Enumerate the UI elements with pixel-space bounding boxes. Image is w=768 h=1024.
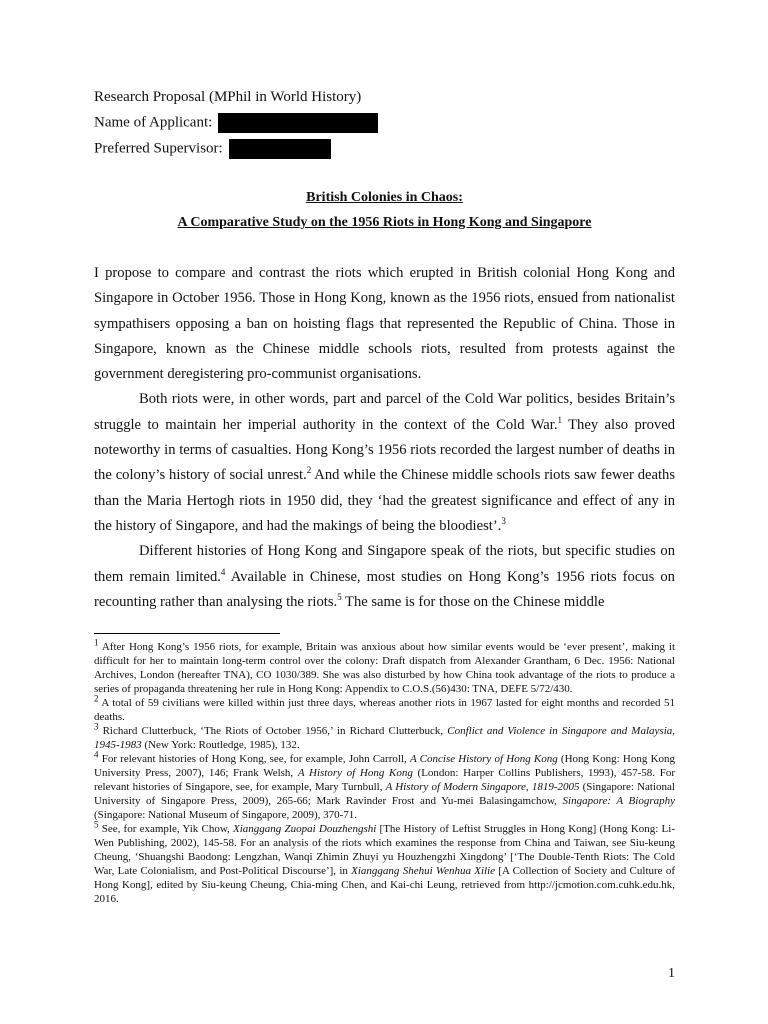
footnote-4-text-a: For relevant histories of Hong Kong, see, for example, John Carroll, — [98, 753, 410, 765]
footnote-ref-3[interactable]: 3 — [501, 516, 506, 527]
footnote-ref-4[interactable]: 4 — [220, 566, 226, 577]
paragraph-3-part-1: Different histories of Hong Kong and Singapore speak of the riots, but specific studies on them remain limited. — [94, 543, 675, 585]
footnote-4-text-e: (Singapore: National Museum of Singapore, 2009), 370-71. — [94, 809, 358, 821]
footnote-2-text: A total of 59 civilians were killed within just three days, whereas another riots in 1967 lasted for eight months and recorded 51 deaths. — [94, 697, 675, 723]
paragraph-3-part-3: The same is for those on the Chinese middle — [341, 593, 605, 610]
paragraph-3 — [94, 539, 675, 615]
footnote-3-book-title: Conflict and Violence in Singapore and Malaysia, 1945-1983 — [94, 725, 675, 751]
page-number: 1 — [668, 966, 675, 981]
footnote-mark-4: 4 — [94, 749, 99, 760]
footnote-divider — [94, 633, 280, 634]
footnote-2 — [94, 693, 675, 724]
footnote-4-book-title-2: A History of Hong Kong — [297, 767, 413, 779]
footnote-4-book-title-4: Singapore: A Biography — [562, 795, 675, 807]
footnote-mark-2: 2 — [94, 693, 99, 704]
footnote-mark-3: 3 — [94, 721, 99, 732]
footnote-ref-5[interactable]: 5 — [337, 592, 342, 602]
footnote-4-book-title-1: A Concise History of Hong Kong — [409, 753, 558, 765]
footnote-mark-1: 1 — [94, 637, 99, 648]
supervisor-line — [94, 139, 331, 159]
footnote-5-book-title-2: Xianggang Shehui Wenhua Xilie — [351, 865, 496, 877]
footnote-5-book-title-1: Xianggang Zuopai Douzhengshi — [233, 823, 377, 835]
footnote-4 — [94, 749, 676, 822]
footnote-5-text-c: [A Collection of Society and Culture of Hong Kong], edited by Siu-keung Cheung, Chia-ming Chen, and Kai-chi Leung, retrieved from http://jcmotion.com.cuhk.edu.hk, 2016. — [94, 865, 675, 905]
body-text — [94, 261, 675, 615]
proposal-type-text: Research Proposal (MPhil in World History) — [94, 89, 362, 105]
paragraph-2-part-2: They also proved noteworthy in terms of casualties. Hong Kong’s 1956 riots recorded the largest number of deaths in the colony’s history of social unrest. — [94, 416, 676, 484]
footnote-4-book-title-3: A History of Modern Singapore, 1819-2005 — [385, 781, 580, 793]
footnote-3-text-a: Richard Clutterbuck, ‘The Riots of October 1956,’ in Richard Clutterbuck, — [98, 725, 448, 737]
title-line-2: A Comparative Study on the 1956 Riots in Hong Kong and Singapore — [177, 215, 592, 230]
footnote-5-text-b: [The History of Leftist Struggles in Hong Kong] (Hong Kong: Li-Wen Publishing, 2002), 145-58. For an analysis of the riots which examines the response from China and Taiwan, see Siu-keung Cheung, ‘Shuangshi Baodong: Lengzhan, Wanqi Zhimin Zhuyi yu Houzhengzhi Xingdong’ [‘The Double-Tenth Riots: The Cold War, Late Colonialism, and Post-Political Discourse’], in — [94, 823, 675, 877]
title-line-1: British Colonies in Chaos: — [306, 190, 463, 205]
applicant-line — [94, 113, 378, 133]
footnote-ref-1[interactable]: 1 — [557, 414, 562, 425]
redacted-applicant-name — [218, 113, 378, 133]
supervisor-label: Preferred Supervisor: — [94, 140, 223, 157]
footnote-4-text-b: (Hong Kong: Hong Kong University Press, 2007), 146; Frank Welsh, — [94, 753, 676, 779]
redacted-supervisor-name — [229, 139, 331, 159]
footnotes — [94, 637, 676, 906]
paragraph-3-part-2: Available in Chinese, most studies on Hong Kong’s 1956 riots focus on recounting rather than analysing the riots. — [94, 568, 675, 610]
footnote-1 — [94, 637, 675, 696]
footnote-mark-5: 5 — [94, 819, 99, 830]
proposal-type — [94, 88, 361, 106]
footnote-3 — [94, 721, 675, 752]
paragraph-1: I propose to compare and contrast the riots which erupted in British colonial Hong Kong and Singapore in October 1956. Those in Hong Kong, known as the 1956 riots, ensued from nationalist sympathisers opposing a ban on hoisting flags that represented the Republic of China. Those in Singapore, known as the Chinese middle schools riots, resulted from protests against the government deregistering pro-communist organisations. — [94, 265, 675, 383]
footnote-3-text-b: (New York: Routledge, 1985), 132. — [141, 739, 300, 751]
footnote-4-text-d: (Singapore: National University of Singapore Press, 2009), 265-66; Mark Ravinder Frost and Yu-mei Balasingamchow, — [94, 781, 675, 807]
applicant-label: Name of Applicant: — [94, 114, 213, 131]
footnote-1-text: After Hong Kong’s 1956 riots, for example, Britain was anxious about how similar events would be ‘ever present’, making it difficult for her to maintain long-term control over the colony: Draft dispatch from Alexander Grantham, 6 Dec. 1956: National Archives, London (hereafter TNA), CO 1030/389. She was also disturbed by how China took advantage of the riots to produce a series of propaganda threatening her rule in Hong Kong: Appendix to C.O.S.(56)430: TNA, DEFE 5/72/430. — [94, 641, 675, 695]
paragraph-2 — [94, 387, 675, 539]
footnote-ref-2[interactable]: 2 — [306, 465, 312, 476]
footnote-4-text-c: (London: Harper Collins Publishers, 1993), 457-58. For relevant histories of Singapore, see, for example, Mary Turnbull, — [94, 767, 675, 793]
footnote-5 — [94, 819, 675, 906]
paragraph-2-part-1: Both riots were, in other words, part and parcel of the Cold War politics, besides Britain’s struggle to maintain her imperial authority in the context of the Cold War. — [94, 391, 675, 433]
footnote-5-text-a: See, for example, Yik Chow, — [98, 823, 234, 835]
paragraph-2-part-3: And while the Chinese middle schools riots saw fewer deaths than the Maria Hertogh riots in 1950 did, they ‘had the greatest significance and effect of any in the history of Singapore, and had the makings of being the bloodiest’. — [94, 467, 676, 534]
